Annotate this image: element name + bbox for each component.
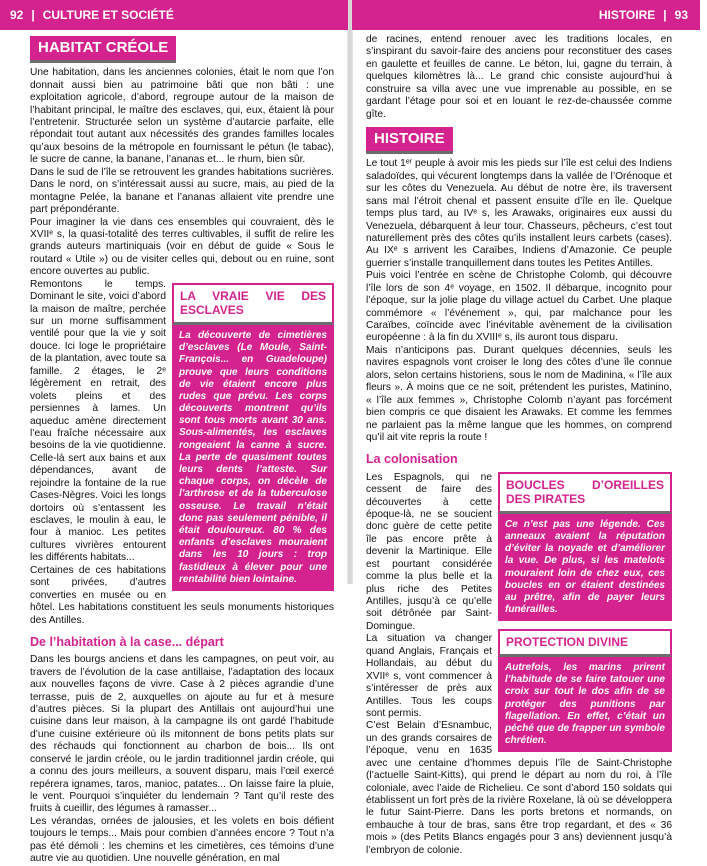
habitat-paragraph: Remontons le temps. Dominant le site, voici d’abord la maison de maître, perchée sur un morne suffisamment ventilé pour que la vie y soit douce. Ici loge le propriétaire de la plantation, avec toute sa famille. 2 étages, le 2ᵉ légèrement en retrait, des volets pleins et des persiennes à lames. Un aqueduc amène directement l’eau fraîche nécessaire aux besoins de la vie quotidienne. Celle-là sert aux bains et aux dépendances, avant de rejoindre la fontaine de la rue Cases-Nègres. Voici les longs dortoirs où s’entassent les esclaves, le moulin à eau, le four à manioc. Les petites cultures vivrières entourent les différents habitats... (30, 278, 166, 564)
earrings-box-body: Ce n’est pas une légende. Ces anneaux avaient la réputation d’éviter la noyade et d’améliorer la vue. De plus, si les matelots mouraient loin de chez eux, ces boucles en or étaient destinées au prêtre, afin de payer leurs funérailles. (505, 518, 665, 616)
slaves-sidebar-box (172, 283, 334, 591)
histoire-paragraph: Mais n’anticipons pas. Durant quelques décennies, seuls les navires espagnols vont croiser le long des côtes d’une île connue alors, selon certains historiens, sous le nom de Madinina, « l’île aux fleurs ». À moins que ce ne soit, prétendent les puristes, Matinino, « l’île aux femmes », Christophe Colomb n’ayant pas forcément bien compris ce que disaient les Arawaks. Et comme les femmes ne parlaient pas la même langue que les hommes, on comprend qu’il ait vite repris la route ! (366, 344, 672, 443)
protection-sidebar-box (498, 629, 672, 752)
habitat-paragraph: Certaines de ces habitations sont privées, d’autres converties en musée ou en hôtel. Les habitations constituent les seuls monuments historiques des Antilles. (30, 564, 334, 626)
histoire-paragraph: Puis voici l’entrée en scène de Christophe Colomb, qui découvre l’île lors de son 4ᵉ voyage, en 1502. Il débarque, incognito pour l’époque, sur la jolie plage du village actuel du Carbet. Une plaque commémore « l’événement », qui, par malchance pour les Caraïbes, coïncide avec l’inévitable avènement de la civilisation européenne : à la fin du XVIIIᵉ s, ils auront tous disparu. (366, 270, 672, 344)
slaves-box-body: La découverte de cimetières d’esclaves (Le Moule, Saint-François... en Guadeloupe) prouve que leurs conditions de vie étaient encore plus rudes que prévu. Les corps découverts montrent qu’ils sont tous morts avant 30 ans. Sous-alimentés, les esclaves rongeaient la canne à sucre. La perte de quasiment toutes leurs dents l’atteste. Sur chaque corps, on décèle de l’arthrose et de la tuberculose osseuse. Le travail n’était donc pas seulement pénible, il était douloureux. 80 % des enfants d’esclaves mouraient dans les 10 jours : trop fastidieux à élever pour une rentabilité bien lointaine. (179, 329, 327, 585)
case-section-heading: De l’habitation à la case... départ (30, 634, 224, 649)
histoire-paragraph: Le tout 1ᵉʳ peuple à avoir mis les pieds sur l’île est celui des Indiens saladoïdes, qui vécurent longtemps dans la vallée de l’Orénoque et sur les côtes du Venezuela. Au début de notre ère, ils traversent sans mal l’étroit chenal et passent ensuite d’île en île. Quelque temps plus tard, au IVᵉ s, les Arawaks, originaires eux aussi du Venezuela, débarquent à leur tour. Chasseurs, pêcheurs, c’est tout naturellement près des côtes qu’ils installent leurs carbets (cases). Au IXᵉ s arrivent les Caraïbes, Indiens d’Amazonie. Ce peuple guerrier s’installe tranquillement dans toutes les Petites Antilles. (366, 158, 672, 269)
habitat-paragraph: Une habitation, dans les anciennes colonies, était le nom que l’on donnait aussi bien au patrimoine bâti que non bâti : une exploitation agricole, d’abord, regroupe autour de la maison de l’habitant principal, le maître des esclaves, qui, eux, étaient là pour l’entretenir. Structurée selon un système d’autarcie parfaite, elle répondait tout autant aux nécessités des grandes familles locales qu’aux besoins de la métropole en fournissant le pétun (le tabac), le sucre de canne, la banane, l’ananas et... le rhum, bien sûr. (30, 67, 334, 166)
page-spine (347, 0, 353, 584)
case-paragraph: Dans les bourgs anciens et dans les campagnes, on peut voir, au travers de l’évolution de la case antillaise, l’adaptation des locaux aux nouvelles façons de vivre. Case à 2 pièces agrandie d’une terrasse, puis de 2, auxquelles on ajoute au fur et à mesure d’autres pièces. Si la plupart des Antillais ont aujourd’hui une cuisine dans leur maison, à la campagne ils ont gardé l’habitude d’une cuisine extérieure où ils mitonnent de bons petits plats sur des réchauds qui fonctionnent au charbon de bois... Ils ont conservé le jardin créole, ou le jardin traditionnel jardin créole, qui a connu des jours meilleurs, a souvent disparu, mais l’œil exercé repérera ignames, taros, manioc, patates... On laisse faire la pluie, le vent. Pourquoi s’inquiéter du lendemain ? Tant qu’il reste des fruits à cueillir, des légumes à ramasser... (30, 654, 334, 815)
right-page-header (352, 0, 700, 30)
right-sidebar (498, 472, 672, 753)
habitat-paragraph: Dans le sud de l’île se retrouvent les grandes habitations sucrières. Dans le nord, on s’intéressait aussi au sucre, mais, au pied de la montagne Pelée, la banane et l’ananas allaient vite prendre une part prépondérante. (30, 166, 334, 216)
right-edge-notch (693, 140, 707, 200)
colonisation-paragraph: C’est Belain d’Esnambuc, un des grands corsaires de l’époque, venu en 1635 avec une centaine d’hommes depuis l’île de Saint-Christophe (l’actuelle Saint-Kitts), qui prend le départ au nom du roi, à l’île coloniale, avec l’aide de Richelieu. Ce sont d’abord 150 soldats qui établissent un fort près de la rivière Roxelane, là où se développera le futur Saint-Pierre. Dans les ports bretons et normands, on embauche à tour de bras, sans être trop regardant, et des « 36 mois » (des Petits Blancs engagés pour 3 ans) deviennent jusqu’à l’embryon de colonie. (366, 720, 672, 856)
earrings-box-title: BOUCLES D’OREILLES DES PIRATES (498, 472, 672, 514)
slaves-box-title: LA VRAIE VIE DES ESCLAVES (172, 283, 334, 325)
header-separator: | (663, 8, 667, 22)
right-page-number: 93 (674, 8, 688, 22)
habitat-paragraph: Pour imaginer la vie dans ces ensembles qui couvraient, dès le XVIIᵉ s, la quasi-totalité des terres cultivables, il suffit de relire les grands auteurs martiniquais (voir en début de guide « Sous le routard « Utile ») ou de visiter celles qui, debout ou en ruine, sont encore ouvertes au public. (30, 216, 334, 278)
left-edge-notch (0, 140, 7, 200)
protection-box-body: Autrefois, les marins prirent l’habitude de se faire tatouer une croix sur tout le dos afin de se protéger des punitions par flagellation. En effet, c’était un péché que de frapper un symbole chrétien. (505, 662, 665, 747)
colonisation-paragraph: Les Espagnols, qui ne cessent de faire des découvertes à cette époque-là, ne se soucient donc guère de cette petite île pas encore prête à devenir la Martinique. Elle est pourtant considérée comme la plus belle et la plus riche des Petites Antilles, jusqu’à ce qu’elle soit détrônée par Saint-Domingue. (366, 471, 492, 632)
histoire-heading: HISTOIRE (366, 127, 453, 154)
left-page-header (0, 0, 348, 30)
left-page-number: 92 (10, 8, 24, 22)
right-section-title: HISTOIRE (598, 8, 656, 22)
colonisation-heading: La colonisation (366, 452, 458, 467)
header-separator: | (31, 8, 35, 22)
protection-box-title: PROTECTION DIVINE (498, 629, 672, 657)
right-page-column (366, 34, 672, 856)
left-page-column (30, 34, 334, 865)
left-section-title: CULTURE ET SOCIÉTÉ (42, 8, 174, 22)
continued-paragraph: de racines, entend renouer avec les traditions locales, en s’inspirant du savoir-faire des anciens pour reconstituer des cases en gaulette et feuilles de canne. Le béton, lui, gagne du terrain, à quelques kilomètres là... Le grand chic consiste aujourd’hui à construire sa villa avec une vue imprenable au possible, en se gardant l’étage pour soi et en louant le rez-de-chaussée comme gîte. (366, 34, 672, 120)
earrings-sidebar-box (498, 472, 672, 622)
habitat-creole-heading: HABITAT CRÉOLE (30, 36, 176, 63)
colonisation-paragraph: La situation va changer quand Anglais, Français et Hollandais, au début du XVIIᵉ s, vont commencer à s’intéresser de près aux Antilles. Tous les coups sont permis. (366, 633, 492, 719)
case-paragraph: Les vérandas, ornées de jalousies, et les volets en bois défient toujours le temps... Mais pour combien d’années encore ? Tout n’a pas été démoli : les chemins et les cimetières, ces témoins d’une autre vie au quotidien. Une nouvelle génération, en mal (30, 815, 334, 865)
